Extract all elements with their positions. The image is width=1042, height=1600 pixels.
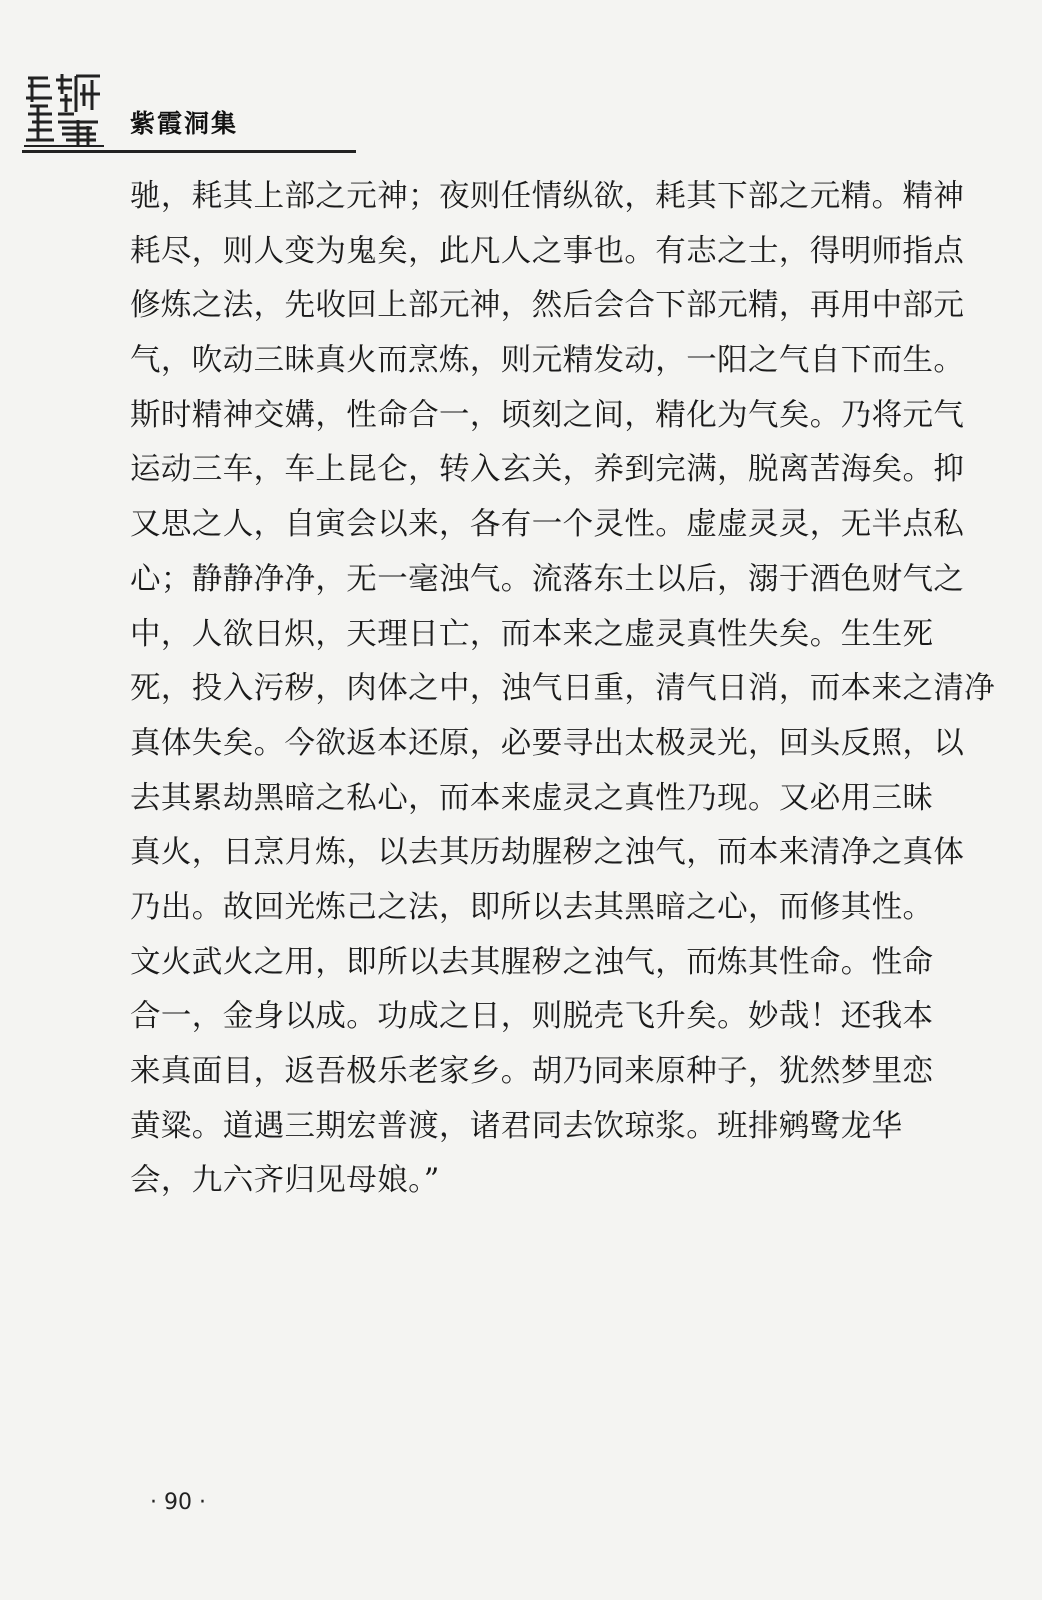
text-line: 真体失矣。今欲返本还原，必要寻出太极灵光，回头反照，以 <box>130 725 965 761</box>
text-line: 气，吹动三昧真火而烹炼，则元精发动，一阳之气自下而生。 <box>130 343 965 379</box>
text-line: 又思之人，自寅会以来，各有一个灵性。虚虚灵灵，无半点私 <box>130 507 965 543</box>
text-line: 耗尽，则人变为鬼矣，此凡人之事也。有志之士，得明师指点 <box>130 233 965 269</box>
text-line: 乃出。故回光炼己之法，即所以去其黑暗之心，而修其性。 <box>130 889 934 925</box>
text-line: 来真面目，返吾极乐老家乡。胡乃同来原种子，犹然梦里恋 <box>130 1054 934 1089</box>
text-line: 合一，金身以成。功成之日，则脱壳飞升矣。妙哉！还我本 <box>130 999 934 1035</box>
text-line: 真火，日烹月炼，以去其历劫腥秽之浊气，而本来清净之真体 <box>130 835 965 871</box>
text-line: 文火武火之用，即所以去其腥秽之浊气，而炼其性命。性命 <box>130 944 934 980</box>
book-title: 紫霞洞集 <box>130 109 239 138</box>
text-line: 运动三车，车上昆仑，转入玄关，养到完满，脱离苦海矣。抑 <box>130 452 965 488</box>
text-line: 会，九六齐归见母娘。” <box>130 1163 440 1199</box>
text-line: 修炼之法，先收回上部元神，然后会合下部元精，再用中部元 <box>130 288 965 324</box>
text-line: 斯时精神交媾，性命合一，顷刻之间，精化为气矣。乃将元气 <box>130 397 965 433</box>
seal-stamp-icon <box>22 70 106 150</box>
page-number: · 90 · <box>150 1490 206 1515</box>
text-line: 心；静静净净，无一毫浊气。流落东土以后，溺于酒色财气之 <box>130 561 965 597</box>
text-line: 驰，耗其上部之元神；夜则任情纵欲，耗其下部之元精。精神 <box>130 179 965 214</box>
text-line: 去其累劫黑暗之私心，而本来虚灵之真性乃现。又必用三昧 <box>130 780 934 816</box>
body-text <box>130 170 996 1209</box>
text-line: 中，人欲日炽，天理日亡，而本来之虚灵真性失矣。生生死 <box>130 616 934 652</box>
header-divider <box>22 150 356 153</box>
text-line: 死，投入污秽，肉体之中，浊气日重，清气日消，而本来之清净 <box>130 671 996 707</box>
text-line: 黄粱。道遇三期宏普渡，诸君同去饮琼浆。班排鹓鹭龙华 <box>130 1108 903 1144</box>
